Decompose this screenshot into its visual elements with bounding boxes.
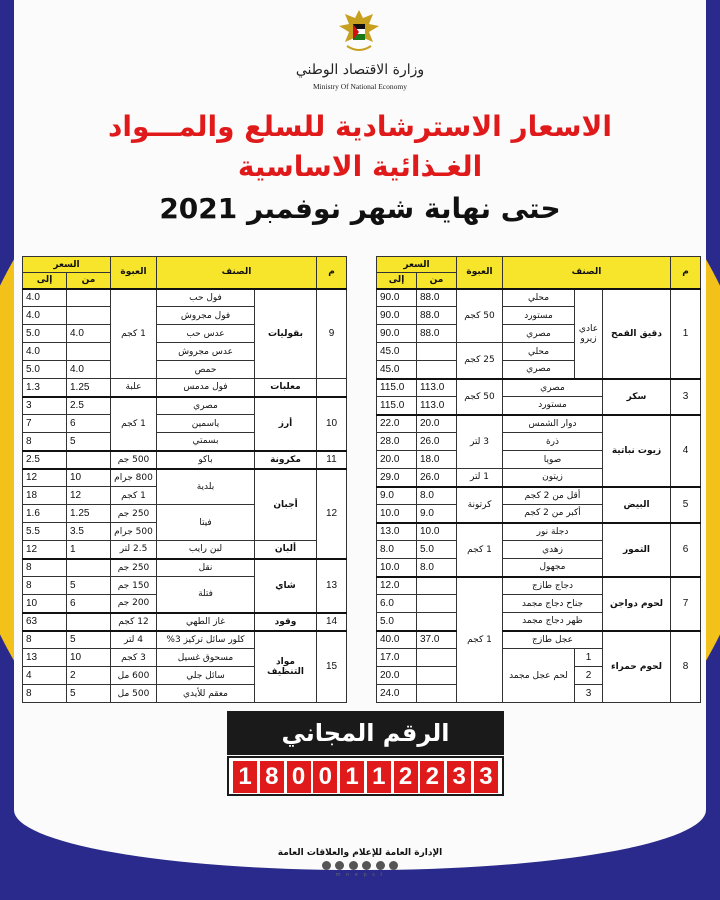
price-to: 90.0 bbox=[377, 307, 417, 325]
hotline-number[interactable] bbox=[227, 756, 504, 796]
category-name: بقوليات bbox=[255, 289, 317, 379]
item-name: غاز الطهي bbox=[157, 613, 255, 631]
ministry-name-english: Ministry Of National Economy bbox=[313, 82, 407, 91]
item-name: مجهول bbox=[503, 559, 603, 577]
hotline-digit: 1 bbox=[233, 761, 257, 793]
category-name: زيوت نباتية bbox=[603, 415, 671, 487]
pack-size: 1 لتر bbox=[457, 469, 503, 487]
col-header-pack: العبوة bbox=[457, 257, 503, 289]
footer-department: الإدارة العامة للإعلام والعلاقات العامة bbox=[277, 848, 443, 858]
price-to: 45.0 bbox=[377, 361, 417, 379]
price-from: 2 bbox=[67, 667, 111, 685]
item-name: عجل طازج bbox=[503, 631, 603, 649]
grade-number: 2 bbox=[575, 667, 603, 685]
item-name: ذرة bbox=[503, 433, 603, 451]
item-name: بلدية bbox=[157, 469, 255, 505]
table-header-row bbox=[377, 257, 701, 273]
price-to: 90.0 bbox=[377, 325, 417, 343]
ministry-name-arabic: وزارة الاقتصاد الوطني bbox=[295, 62, 425, 78]
price-to: 22.0 bbox=[377, 415, 417, 433]
price-to: 20.0 bbox=[377, 451, 417, 469]
price-from: 1.25 bbox=[67, 379, 111, 397]
price-to: 40.0 bbox=[377, 631, 417, 649]
pack-size: 12 كجم bbox=[111, 613, 157, 631]
price-from: 1 bbox=[67, 541, 111, 559]
item-name: دجاج طازج bbox=[503, 577, 603, 595]
price-to: 12 bbox=[23, 541, 67, 559]
col-header-item: الصنف bbox=[503, 257, 671, 289]
price-to: 10.0 bbox=[377, 559, 417, 577]
col-header-pack: العبوة bbox=[111, 257, 157, 289]
table-row bbox=[377, 487, 701, 505]
category-name: البيض bbox=[603, 487, 671, 523]
price-from: 113.0 bbox=[417, 397, 457, 415]
website-icon[interactable] bbox=[322, 861, 331, 870]
table-row bbox=[23, 559, 347, 577]
price-from: 26.0 bbox=[417, 469, 457, 487]
price-from bbox=[417, 667, 457, 685]
price-from bbox=[67, 289, 111, 307]
price-from bbox=[417, 685, 457, 703]
pack-size: 1 كجم bbox=[457, 523, 503, 577]
pack-size: 1 كجم bbox=[111, 397, 157, 451]
price-to: 2.5 bbox=[23, 451, 67, 469]
facebook-icon[interactable] bbox=[335, 861, 344, 870]
pack-size: 500 جم bbox=[111, 451, 157, 469]
price-from bbox=[417, 577, 457, 595]
instagram-icon[interactable] bbox=[362, 861, 371, 870]
price-to: 8 bbox=[23, 631, 67, 649]
row-number: 3 bbox=[671, 379, 701, 415]
youtube-icon[interactable] bbox=[376, 861, 385, 870]
telegram-icon[interactable] bbox=[389, 861, 398, 870]
price-table-left bbox=[22, 256, 347, 703]
item-name: فول مجروش bbox=[157, 307, 255, 325]
table-row bbox=[23, 631, 347, 649]
price-to: 18 bbox=[23, 487, 67, 505]
price-to: 28.0 bbox=[377, 433, 417, 451]
grade-number: 3 bbox=[575, 685, 603, 703]
price-from: 88.0 bbox=[417, 307, 457, 325]
item-name: مستورد bbox=[503, 397, 603, 415]
price-to: 5.0 bbox=[377, 613, 417, 631]
item-name: محلي bbox=[503, 343, 575, 361]
eagle-emblem-icon bbox=[333, 6, 385, 58]
price-to: 17.0 bbox=[377, 649, 417, 667]
price-from: 5 bbox=[67, 631, 111, 649]
price-to: 8.0 bbox=[377, 541, 417, 559]
table-row bbox=[23, 289, 347, 307]
table-row bbox=[377, 379, 701, 397]
item-name: مستورد bbox=[503, 307, 575, 325]
table-row bbox=[23, 613, 347, 631]
row-number: 5 bbox=[671, 487, 701, 523]
price-from: 12 bbox=[67, 487, 111, 505]
price-from bbox=[417, 649, 457, 667]
price-from: 88.0 bbox=[417, 325, 457, 343]
item-name: فيتا bbox=[157, 505, 255, 541]
pack-size: 500 مل bbox=[111, 685, 157, 703]
item-name: عدس حب bbox=[157, 325, 255, 343]
price-from: 5 bbox=[67, 433, 111, 451]
item-name: زيتون bbox=[503, 469, 603, 487]
item-name: زهدي bbox=[503, 541, 603, 559]
price-to: 13.0 bbox=[377, 523, 417, 541]
price-from: 2.5 bbox=[67, 397, 111, 415]
hotline-digit: 3 bbox=[447, 761, 471, 793]
price-to: 24.0 bbox=[377, 685, 417, 703]
col-header-num: م bbox=[317, 257, 347, 289]
price-to: 5.0 bbox=[23, 361, 67, 379]
row-number: 4 bbox=[671, 415, 701, 487]
price-to: 7 bbox=[23, 415, 67, 433]
price-to: 5.0 bbox=[23, 325, 67, 343]
title-line-1: الاسعار الاسترشادية للسلع والمـــواد bbox=[108, 110, 612, 143]
price-from: 4.0 bbox=[67, 325, 111, 343]
category-name: لحوم دواجن bbox=[603, 577, 671, 631]
pack-size: 600 مل bbox=[111, 667, 157, 685]
price-from: 37.0 bbox=[417, 631, 457, 649]
price-to: 4.0 bbox=[23, 343, 67, 361]
pack-size: 1 كجم bbox=[111, 289, 157, 379]
table-row bbox=[23, 379, 347, 397]
price-to: 115.0 bbox=[377, 397, 417, 415]
pack-size: 1 كجم bbox=[457, 577, 503, 703]
item-name: لبن رايب bbox=[157, 541, 255, 559]
price-from: 4.0 bbox=[67, 361, 111, 379]
category-name: ألبان bbox=[255, 541, 317, 559]
item-name: مصري bbox=[503, 379, 603, 397]
pack-size: علبة bbox=[111, 379, 157, 397]
table-row bbox=[23, 541, 347, 559]
price-from bbox=[417, 361, 457, 379]
price-to: 8 bbox=[23, 577, 67, 595]
item-name: محلي bbox=[503, 289, 575, 307]
price-from: 8.0 bbox=[417, 487, 457, 505]
col-header-from: من bbox=[67, 273, 111, 289]
price-to: 12 bbox=[23, 469, 67, 487]
category-name: دقيق القمح bbox=[603, 289, 671, 379]
price-from bbox=[67, 451, 111, 469]
row-number bbox=[317, 379, 347, 397]
table-row bbox=[377, 289, 701, 307]
item-name: مصري bbox=[157, 397, 255, 415]
category-name: لحوم حمراء bbox=[603, 631, 671, 703]
hotline-digit: 1 bbox=[367, 761, 391, 793]
price-from bbox=[67, 307, 111, 325]
title-line-3: حتى نهاية شهر نوفمبر 2021 bbox=[159, 192, 561, 225]
pack-size: كرتونة bbox=[457, 487, 503, 523]
item-name: معقم للأيدي bbox=[157, 685, 255, 703]
pack-size: 3 لتر bbox=[457, 415, 503, 469]
pack-size: 500 جرام bbox=[111, 523, 157, 541]
poster-header bbox=[0, 0, 720, 250]
price-from: 1.25 bbox=[67, 505, 111, 523]
price-to: 12.0 bbox=[377, 577, 417, 595]
hotline-digit: 2 bbox=[394, 761, 418, 793]
category-name: معلبات bbox=[255, 379, 317, 397]
hotline-digit: 0 bbox=[287, 761, 311, 793]
pack-size: 200 جم bbox=[111, 595, 157, 613]
price-from bbox=[67, 559, 111, 577]
table-row bbox=[23, 397, 347, 415]
category-name: وقود bbox=[255, 613, 317, 631]
pack-size: 800 جرام bbox=[111, 469, 157, 487]
price-from: 6 bbox=[67, 415, 111, 433]
item-name: حمص bbox=[157, 361, 255, 379]
hotline-digit: 1 bbox=[340, 761, 364, 793]
social-links bbox=[322, 861, 398, 871]
pack-size: 50 كجم bbox=[457, 379, 503, 415]
category-name: التمور bbox=[603, 523, 671, 577]
price-to: 4.0 bbox=[23, 307, 67, 325]
row-number: 6 bbox=[671, 523, 701, 577]
item-name: فول مدمس bbox=[157, 379, 255, 397]
hotline-digit: 8 bbox=[260, 761, 284, 793]
price-from bbox=[67, 343, 111, 361]
price-to: 20.0 bbox=[377, 667, 417, 685]
price-from: 88.0 bbox=[417, 289, 457, 307]
price-to: 5.5 bbox=[23, 523, 67, 541]
col-header-price: السعر bbox=[377, 257, 457, 273]
price-to: 63 bbox=[23, 613, 67, 631]
pack-size: 25 كجم bbox=[457, 343, 503, 379]
price-to: 90.0 bbox=[377, 289, 417, 307]
hotline-digit: 3 bbox=[474, 761, 498, 793]
row-number: 7 bbox=[671, 577, 701, 631]
price-to: 1.6 bbox=[23, 505, 67, 523]
pack-size: 1 كجم bbox=[111, 487, 157, 505]
price-from: 5.0 bbox=[417, 541, 457, 559]
price-table-right bbox=[376, 256, 701, 703]
col-header-item: الصنف bbox=[157, 257, 317, 289]
price-from: 6 bbox=[67, 595, 111, 613]
category-name: شاي bbox=[255, 559, 317, 613]
item-name: مسحوق غسيل bbox=[157, 649, 255, 667]
table-row bbox=[23, 451, 347, 469]
row-number: 10 bbox=[317, 397, 347, 451]
price-from bbox=[417, 613, 457, 631]
price-to: 8 bbox=[23, 433, 67, 451]
col-header-price: السعر bbox=[23, 257, 111, 273]
pack-size: 3 كجم bbox=[111, 649, 157, 667]
item-name: فتلة bbox=[157, 577, 255, 613]
pack-size: 4 لتر bbox=[111, 631, 157, 649]
table-row bbox=[377, 523, 701, 541]
price-to: 115.0 bbox=[377, 379, 417, 397]
table-row bbox=[377, 577, 701, 595]
row-number: 12 bbox=[317, 469, 347, 559]
price-to: 10 bbox=[23, 595, 67, 613]
pack-size: 150 جم bbox=[111, 577, 157, 595]
price-to: 4 bbox=[23, 667, 67, 685]
price-from: 5 bbox=[67, 685, 111, 703]
hotline-label: الرقم المجاني bbox=[227, 711, 504, 755]
price-from bbox=[417, 343, 457, 361]
price-from bbox=[67, 613, 111, 631]
social-handle: m n e p s t bbox=[335, 872, 385, 878]
price-to: 6.0 bbox=[377, 595, 417, 613]
row-number: 13 bbox=[317, 559, 347, 613]
row-number: 1 bbox=[671, 289, 701, 379]
price-from bbox=[417, 595, 457, 613]
price-to: 3 bbox=[23, 397, 67, 415]
price-to: 8 bbox=[23, 685, 67, 703]
category-name: مواد التنظيف bbox=[255, 631, 317, 703]
category-name: أرز bbox=[255, 397, 317, 451]
item-name: بسمتي bbox=[157, 433, 255, 451]
col-header-to: إلى bbox=[23, 273, 67, 289]
item-name: جناح دجاج مجمد bbox=[503, 595, 603, 613]
price-to: 10.0 bbox=[377, 505, 417, 523]
price-to: 9.0 bbox=[377, 487, 417, 505]
price-from: 113.0 bbox=[417, 379, 457, 397]
price-from: 10 bbox=[67, 469, 111, 487]
price-from: 20.0 bbox=[417, 415, 457, 433]
item-name: عدس مجروش bbox=[157, 343, 255, 361]
col-header-num: م bbox=[671, 257, 701, 289]
item-name: لحم عجل مجمد bbox=[503, 649, 575, 703]
price-from: 5 bbox=[67, 577, 111, 595]
row-number: 11 bbox=[317, 451, 347, 469]
table-row bbox=[377, 631, 701, 649]
pack-size: 2.5 لتر bbox=[111, 541, 157, 559]
price-to: 4.0 bbox=[23, 289, 67, 307]
category-name: مكرونة bbox=[255, 451, 317, 469]
row-number: 9 bbox=[317, 289, 347, 379]
item-name: ياسمين bbox=[157, 415, 255, 433]
item-name: دجلة نور bbox=[503, 523, 603, 541]
variety-label: عادي زيرو bbox=[575, 289, 603, 379]
table-row bbox=[377, 415, 701, 433]
row-number: 14 bbox=[317, 613, 347, 631]
item-name: أقل من 2 كجم bbox=[503, 487, 603, 505]
hotline-digit: 2 bbox=[420, 761, 444, 793]
table-row bbox=[23, 469, 347, 487]
title-line-2: الغـذائية الاساسية bbox=[237, 150, 483, 183]
price-from: 3.5 bbox=[67, 523, 111, 541]
item-name: كلور سائل تركيز 3% bbox=[157, 631, 255, 649]
item-name: ظهر دجاج مجمد bbox=[503, 613, 603, 631]
price-to: 13 bbox=[23, 649, 67, 667]
item-name: مصري bbox=[503, 325, 575, 343]
pack-size: 50 كجم bbox=[457, 289, 503, 343]
item-name: فول حب bbox=[157, 289, 255, 307]
price-from: 8.0 bbox=[417, 559, 457, 577]
item-name: سائل جلي bbox=[157, 667, 255, 685]
col-header-from: من bbox=[417, 273, 457, 289]
price-from: 9.0 bbox=[417, 505, 457, 523]
item-name: أكبر من 2 كجم bbox=[503, 505, 603, 523]
price-to: 45.0 bbox=[377, 343, 417, 361]
price-from: 10 bbox=[67, 649, 111, 667]
table-header-row bbox=[23, 257, 347, 273]
row-number: 15 bbox=[317, 631, 347, 703]
price-from: 10.0 bbox=[417, 523, 457, 541]
row-number: 8 bbox=[671, 631, 701, 703]
price-to: 8 bbox=[23, 559, 67, 577]
price-from: 18.0 bbox=[417, 451, 457, 469]
col-header-to: إلى bbox=[377, 273, 417, 289]
item-name: نقل bbox=[157, 559, 255, 577]
pack-size: 250 جم bbox=[111, 505, 157, 523]
grade-number: 1 bbox=[575, 649, 603, 667]
price-to: 29.0 bbox=[377, 469, 417, 487]
pack-size: 250 جم bbox=[111, 559, 157, 577]
item-name: دوار الشمس bbox=[503, 415, 603, 433]
item-name: مصري bbox=[503, 361, 575, 379]
category-name: سكر bbox=[603, 379, 671, 415]
hotline-digit: 0 bbox=[313, 761, 337, 793]
price-from: 26.0 bbox=[417, 433, 457, 451]
twitter-icon[interactable] bbox=[349, 861, 358, 870]
item-name: صويا bbox=[503, 451, 603, 469]
item-name: باكو bbox=[157, 451, 255, 469]
category-name: أجبان bbox=[255, 469, 317, 541]
price-to: 1.3 bbox=[23, 379, 67, 397]
